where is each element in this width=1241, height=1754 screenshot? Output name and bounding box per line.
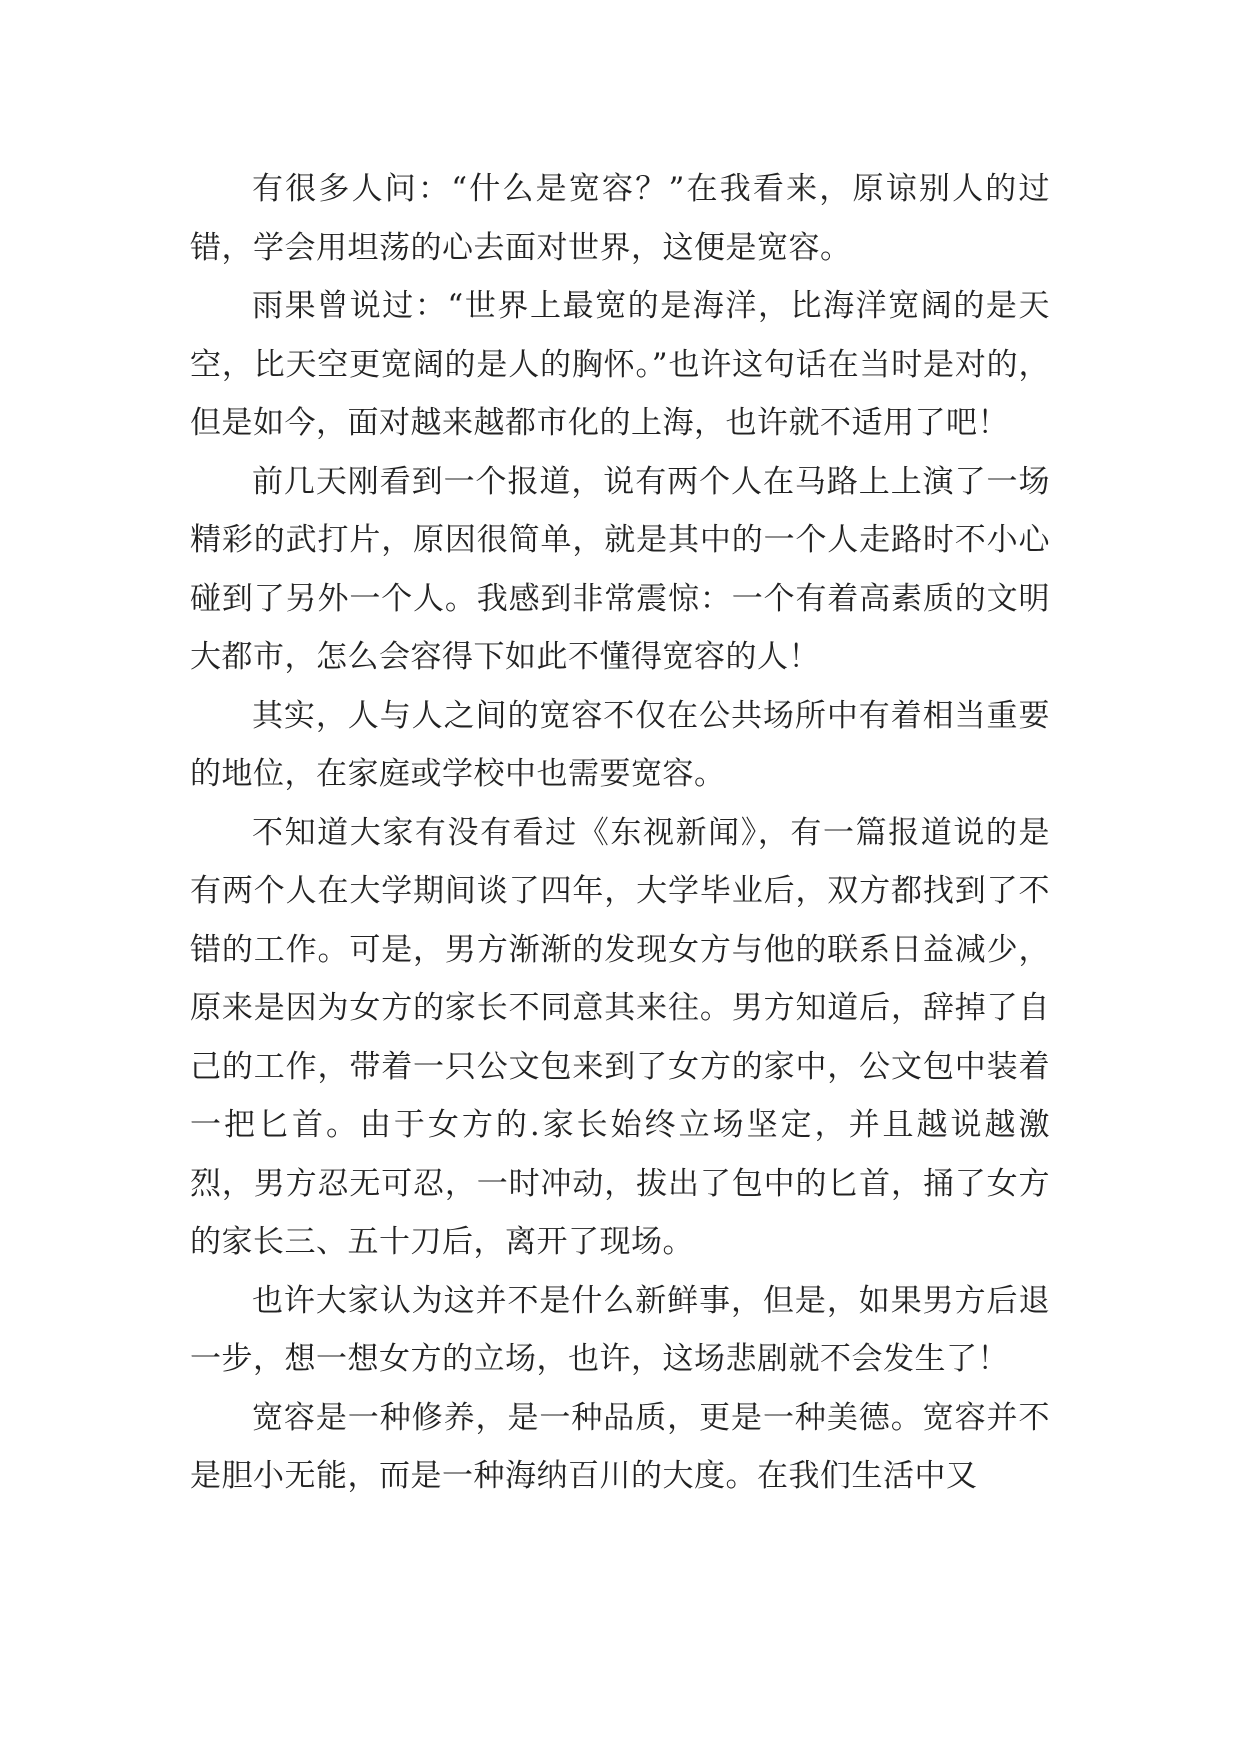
- paragraph-2: 雨果曾说过：“世界上最宽的是海洋，比海洋宽阔的是天空，比天空更宽阔的是人的胸怀。”也许这句话在当时是对的，但是如今，面对越来越都市化的上海，也许就不适用了吧！: [190, 288, 1050, 441]
- paragraph-6: 也许大家认为这并不是什么新鲜事，但是，如果男方后退一步，想一想女方的立场，也许，这场悲剧就不会发生了！: [190, 1282, 1050, 1377]
- essay-body: [190, 160, 1050, 1506]
- paragraph-3: 前几天刚看到一个报道，说有两个人在马路上上演了一场精彩的武打片，原因很简单，就是其中的一个人走路时不小心碰到了另外一个人。我感到非常震惊：一个有着高素质的文明大都市，怎么会容得下如此不懂得宽容的人！: [190, 463, 1050, 675]
- paragraph-5: 不知道大家有没有看过《东视新闻》，有一篇报道说的是有两个人在大学期间谈了四年，大学毕业后，双方都找到了不错的工作。可是，男方渐渐的发现女方与他的联系日益减少，原来是因为女方的家长不同意其来往。男方知道后，辞掉了自己的工作，带着一只公文包来到了女方的家中，公文包中装着一把匕首。由于女方的.家长始终立场坚定，并且越说越激烈，男方忍无可忍，一时冲动，拔出了包中的匕首，捅了女方的家长三、五十刀后，离开了现场。: [190, 814, 1050, 1260]
- paragraph-4: 其实，人与人之间的宽容不仅在公共场所中有着相当重要的地位，在家庭或学校中也需要宽容。: [190, 697, 1050, 792]
- paragraph-7: 宽容是一种修养，是一种品质，更是一种美德。宽容并不是胆小无能，而是一种海纳百川的大度。在我们生活中又: [190, 1399, 1050, 1494]
- paragraph-1: 有很多人问：“什么是宽容？”在我看来，原谅别人的过错，学会用坦荡的心去面对世界，这便是宽容。: [190, 171, 1050, 266]
